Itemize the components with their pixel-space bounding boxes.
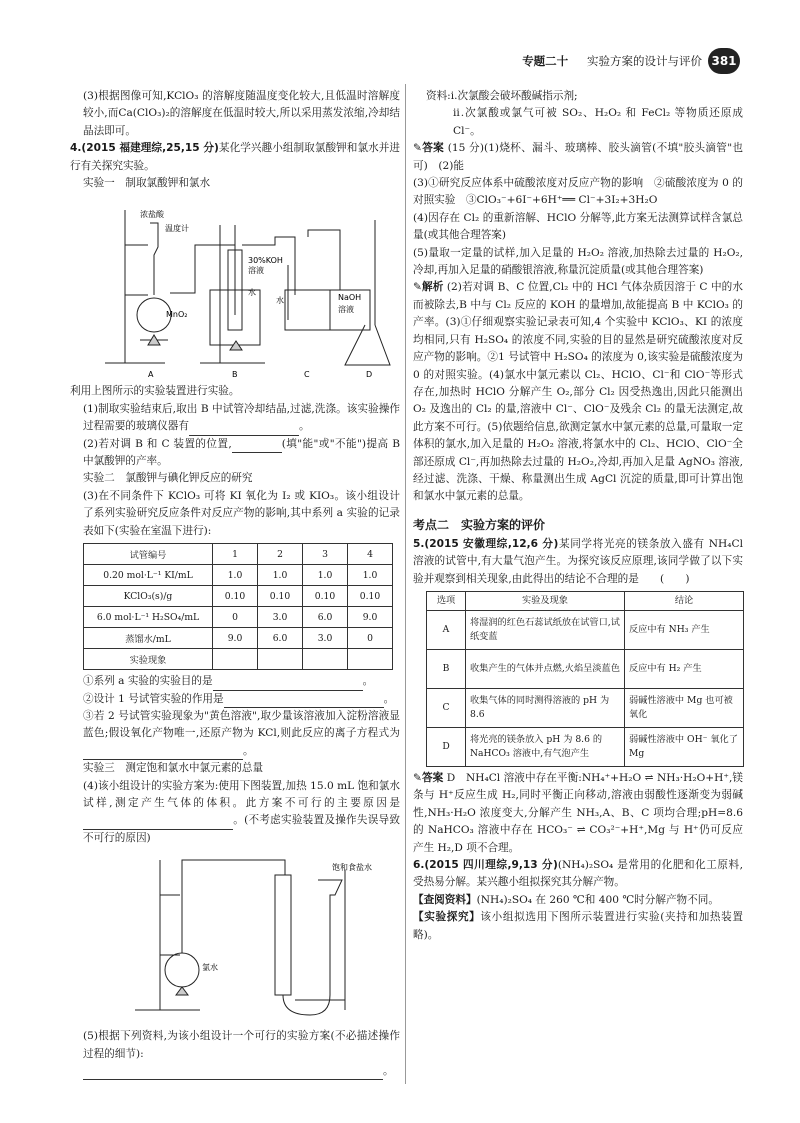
header-title [522, 53, 702, 69]
sub-question-3-2: ②设计 1 号试管实验的作用是 。 [70, 691, 400, 708]
record-table-row [84, 628, 393, 649]
label-koh: 30%KOH [248, 256, 283, 266]
q4-title: 4.(2015 福建理综,25,15 分) [70, 142, 219, 155]
record-table-cell [213, 649, 258, 670]
answer-icon-2: ✎ [413, 771, 422, 784]
answer-blank-5[interactable] [83, 1067, 383, 1080]
record-table-cell: 1 [213, 544, 258, 565]
apparatus-usage: 利用上图所示的实验装置进行实验。 [70, 385, 240, 398]
q4-answer-4: (5)量取一定量的试样,加入足量的 H₂O₂ 溶液,加热除去过量的 H₂O₂,冷却,再加入足量的硝酸银溶液,称量沉淀质量(或其他合理答案) [413, 246, 743, 277]
options-table-cell: 将光亮的镁条放入 pH 为 8.6 的 NaHCO₃ 溶液中,有气泡产生 [466, 727, 625, 766]
experiment-1-title: 实验一 制取氯酸钾和氯水 [83, 177, 211, 190]
options-table-header-cell: 结论 [625, 591, 744, 610]
q6-experiment: 【实验探究】该小组拟选用下图所示装置进行实验(夹持和加热装置略)。 [413, 911, 743, 941]
options-table-cell: 将湿润的红色石蕊试纸放在试管口,试纸变蓝 [466, 610, 625, 649]
options-table-cell: B [427, 649, 466, 688]
record-table-row [84, 586, 393, 607]
options-table-cell: C [427, 688, 466, 727]
options-table-cell: 反应中有 H₂ 产生 [625, 649, 744, 688]
label-chlorine-water: 氯水 [202, 963, 218, 973]
record-table-cell: 9.0 [213, 628, 258, 649]
header-chapter-title: 实验方案的设计与评价 [587, 54, 702, 68]
record-table-cell: 0 [348, 628, 393, 649]
apparatus-diagram-1 [70, 195, 400, 380]
record-table-cell: 0.10 [348, 586, 393, 607]
label-hcl: 浓盐酸 [140, 210, 164, 220]
record-table-cell: 试管编号 [84, 544, 213, 565]
record-table-cell: 6.0 [258, 628, 303, 649]
section-2-title: 考点二 实验方案的评价 [413, 517, 546, 532]
record-table-cell: 1.0 [348, 565, 393, 586]
options-table-header [427, 591, 744, 610]
record-table-cell: 蒸馏水/mL [84, 628, 213, 649]
options-table-cell: 收集产生的气体并点燃,火焰呈淡蓝色 [466, 649, 625, 688]
options-table-row [427, 610, 744, 649]
record-table-row [84, 607, 393, 628]
sub-question-1: (1)制取实验结束后,取出 B 中试管冷却结晶,过滤,洗涤。该实验操作过程需要的玻璃仪器有 。 [70, 401, 400, 436]
answer-blank-2[interactable] [232, 440, 282, 453]
left-column [70, 88, 400, 1080]
label-b: B [232, 370, 238, 380]
record-table-cell: 1.0 [213, 565, 258, 586]
options-table-row [427, 727, 744, 766]
answer-icon: ✎ [413, 142, 422, 155]
label-koh-2: 溶液 [248, 266, 264, 276]
record-table-cell: 0.10 [213, 586, 258, 607]
right-column [413, 88, 743, 944]
column-divider [405, 84, 406, 1084]
options-table-cell: 反应中有 NH₃ 产生 [625, 610, 744, 649]
answer-blank-4[interactable] [83, 817, 233, 830]
record-table-cell: 0.10 [258, 586, 303, 607]
page-number: 381 [708, 48, 740, 74]
header-topic: 专题二十 [522, 54, 569, 68]
q4-explanation: ✎解析 (2)若对调 B、C 位置,Cl₂ 中的 HCl 气体杂质因溶于 C 中的水而被除去,B 中与 Cl₂ 反应的 KOH 的量增加,故能提高 B 中 KClO₃ 的产率。(3)①仔细观察实验记录表可知,4 个实验中 KClO₃、KI 的浓度均相同,只有 H₂SO₄ 的浓度不同,实验的目的显然是研究硫酸浓度对反应产物的影响。②1 号试管中 H₂SO₄ 的浓度为 0,该实验是硫酸浓度为 0 的对照实验。(4)氯水中氯元素以 Cl₂、HClO、Cl⁻和 ClO⁻等形式存在,加热时 HClO 分解产生 O₂,部分 Cl₂ 因受热逸出,因此只能测出 O₂ 及逸出的 Cl₂ 的量,溶液中 Cl⁻、ClO⁻及残余 Cl₂ 的量无法测定,故此方案不可行。(5)依题给信息,欲测定氯水中氯元素的总量,可量取一定体积的氯水,加入足量的 H₂O₂ 溶液,将氯水中的 Cl₂、HClO、ClO⁻全部还原成 Cl⁻,再加热除去过量的 H₂O₂,冷却,再加入足量 AgNO₃ 溶液,经过滤、洗涤、干燥、称量测出生成 AgCl 沉淀的质量,即可计算出饱和氯水中氯元素的总量。 [413, 281, 743, 503]
options-table [426, 591, 744, 767]
page-header [0, 48, 800, 78]
record-table-cell [348, 649, 393, 670]
experiment-3-title: 实验三 测定饱和氯水中氯元素的总量 [83, 762, 264, 775]
apparatus-figure-1 [70, 195, 400, 380]
q3-answer: (3)根据图像可知,KClO₃ 的溶解度随温度变化较大,且低温时溶解度较小,而Ca(ClO₃)₂的溶解度在低温时较大,所以采用蒸发浓缩,冷却结晶法即可。 [83, 90, 400, 137]
sub-question-2: (2)若对调 B 和 C 装置的位置, (填"能"或"不能")提高 B 中氯酸钾的产率。 [83, 437, 400, 468]
record-table-a [83, 543, 393, 670]
options-table-header-cell: 选项 [427, 591, 466, 610]
options-table-cell: 收集气体的同时测得溶液的 pH 为 8.6 [466, 688, 625, 727]
sub-question-3: (3)在不同条件下 KClO₃ 可将 KI 氧化为 I₂ 或 KIO₃。该小组设计了系列实验研究反应条件对反应产物的影响,其中系列 a 实验的记录表如下(实验在室温下进行): [83, 489, 400, 537]
record-table-cell: 6.0 mol·L⁻¹ H₂SO₄/mL [84, 607, 213, 628]
reference-1: 资料:ⅰ.次氯酸会破坏酸碱指示剂; [426, 90, 578, 102]
options-table-row [427, 649, 744, 688]
answer-blank-3-3[interactable] [83, 747, 243, 760]
q6-reference: 【查阅资料】(NH₄)₂SO₄ 在 260 ℃和 400 ℃时分解产物不同。 [413, 893, 719, 906]
q4-text: 某化学兴趣小组制取氯酸钾和氯水并进行有关探究实验。 [70, 142, 400, 172]
record-table-cell: 0.20 mol·L⁻¹ KI/mL [84, 565, 213, 586]
q5-answer: ✎答案 D NH₄Cl 溶液中存在平衡:NH₄⁺+H₂O ⇌ NH₃·H₂O+H⁺,镁条与 H⁺反应生成 H₂,同时平衡正向移动,溶液由弱酸性逐渐变为弱碱性,NH₃·H₂O 浓度变大,分解产生 NH₃,A、B、C 项均合理;pH=8.6 的 NaHCO₃ 溶液中存在 HCO₃⁻ ⇌ CO₃²⁻+H⁺,Mg 与 H⁺仍可反应产生 H₂,D 项不合理。 [413, 771, 743, 854]
question-4 [70, 140, 400, 175]
record-table-cell: 0.10 [303, 586, 348, 607]
record-table-cell: 4 [348, 544, 393, 565]
options-table-cell: A [427, 610, 466, 649]
label-water-b: 水 [248, 288, 256, 298]
options-table-row [427, 688, 744, 727]
label-water-c: 水 [276, 296, 284, 306]
record-table-cell: 2 [258, 544, 303, 565]
options-table-cell: 弱碱性溶液中 OH⁻ 氧化了 Mg [625, 727, 744, 766]
label-mno2: MnO₂ [166, 310, 188, 320]
q4-answer-3: (4)因存在 Cl₂ 的重新溶解、HClO 分解等,此方案无法测算试样含氯总量(或其他合理答案) [413, 211, 743, 242]
record-table-cell [258, 649, 303, 670]
question-5: 5.(2015 安徽理综,12,6 分)某同学将光亮的镁条放入盛有 NH₄Cl 溶液的试管中,有大量气泡产生。为探究该反应原理,该同学做了以下实验并观察到相关现象,由此得出的结论不合理的是 ( ) [413, 537, 743, 585]
sub-question-5-blank: 。 [70, 1063, 400, 1080]
record-table-row [84, 649, 393, 670]
sub-question-5: (5)根据下列资料,为该小组设计一个可行的实验方案(不必描述操作过程的细节): [83, 1030, 400, 1060]
record-table-row [84, 544, 393, 565]
record-table-cell: 6.0 [303, 607, 348, 628]
experiment-2-title: 实验二 氯酸钾与碘化钾反应的研究 [83, 472, 253, 485]
label-d: D [366, 370, 373, 380]
record-table-cell: 9.0 [348, 607, 393, 628]
answer-blank-1[interactable] [189, 423, 299, 436]
record-table-cell: 3 [303, 544, 348, 565]
label-a: A [148, 370, 154, 380]
label-c: C [304, 370, 310, 380]
sub-question-3-1: ①系列 a 实验的实验目的是 。 [70, 673, 400, 690]
sub-question-3-3: ③若 2 号试管实验现象为"黄色溶液",取少量该溶液加入淀粉溶液显蓝色;假设氧化产物唯一,还原产物为 KCl,则此反应的离子方程式为。 [70, 708, 400, 760]
record-table-cell: 3.0 [303, 628, 348, 649]
record-table-cell: 0 [213, 607, 258, 628]
apparatus-diagram-2 [70, 850, 400, 1025]
answer-blank-3-2[interactable] [224, 695, 384, 708]
q4-answer-2: (3)①研究反应体系中硫酸浓度对反应产物的影响 ②硫酸浓度为 0 的对照实验 ③ClO₃⁻+6I⁻+6H⁺══ Cl⁻+3I₂+3H₂O [413, 177, 743, 207]
record-table-cell: 1.0 [258, 565, 303, 586]
label-naoh-2: 溶液 [338, 305, 354, 315]
options-table-cell: D [427, 727, 466, 766]
record-table-cell: 1.0 [303, 565, 348, 586]
record-table-row [84, 565, 393, 586]
label-thermometer: 温度计 [165, 224, 189, 234]
explanation-icon: ✎ [413, 281, 422, 294]
question-6: 6.(2015 四川理综,9,13 分)(NH₄)₂SO₄ 是常用的化肥和化工原料,受热易分解。某兴趣小组拟探究其分解产物。 [413, 859, 743, 889]
apparatus-figure-2 [70, 850, 400, 1025]
answer-blank-3-1[interactable] [213, 678, 363, 691]
record-table-cell: KClO₃(s)/g [84, 586, 213, 607]
record-table-cell: 3.0 [258, 607, 303, 628]
reference-2: ⅱ.次氯酸或氯气可被 SO₂、H₂O₂ 和 FeCl₂ 等物质还原成 Cl⁻。 [453, 107, 743, 137]
record-table-cell [303, 649, 348, 670]
sub-question-4: (4)该小组设计的实验方案为:使用下图装置,加热 15.0 mL 饱和氯水试样,测定产生气体的体积。此方案不可行的主要原因是。(不考虑实验装置及操作失误导致不可行的原因) [83, 779, 400, 844]
record-table-cell: 实验现象 [84, 649, 213, 670]
options-table-cell: 弱碱性溶液中 Mg 也可被氧化 [625, 688, 744, 727]
options-table-header-cell: 实验及现象 [466, 591, 625, 610]
label-brine: 饱和食盐水 [332, 863, 372, 873]
label-naoh: NaOH [338, 293, 362, 303]
q4-answer-1: ✎答案 (15 分)(1)烧杯、漏斗、玻璃棒、胶头滴管(不填"胶头滴管"也可) (2)能 [413, 142, 743, 172]
